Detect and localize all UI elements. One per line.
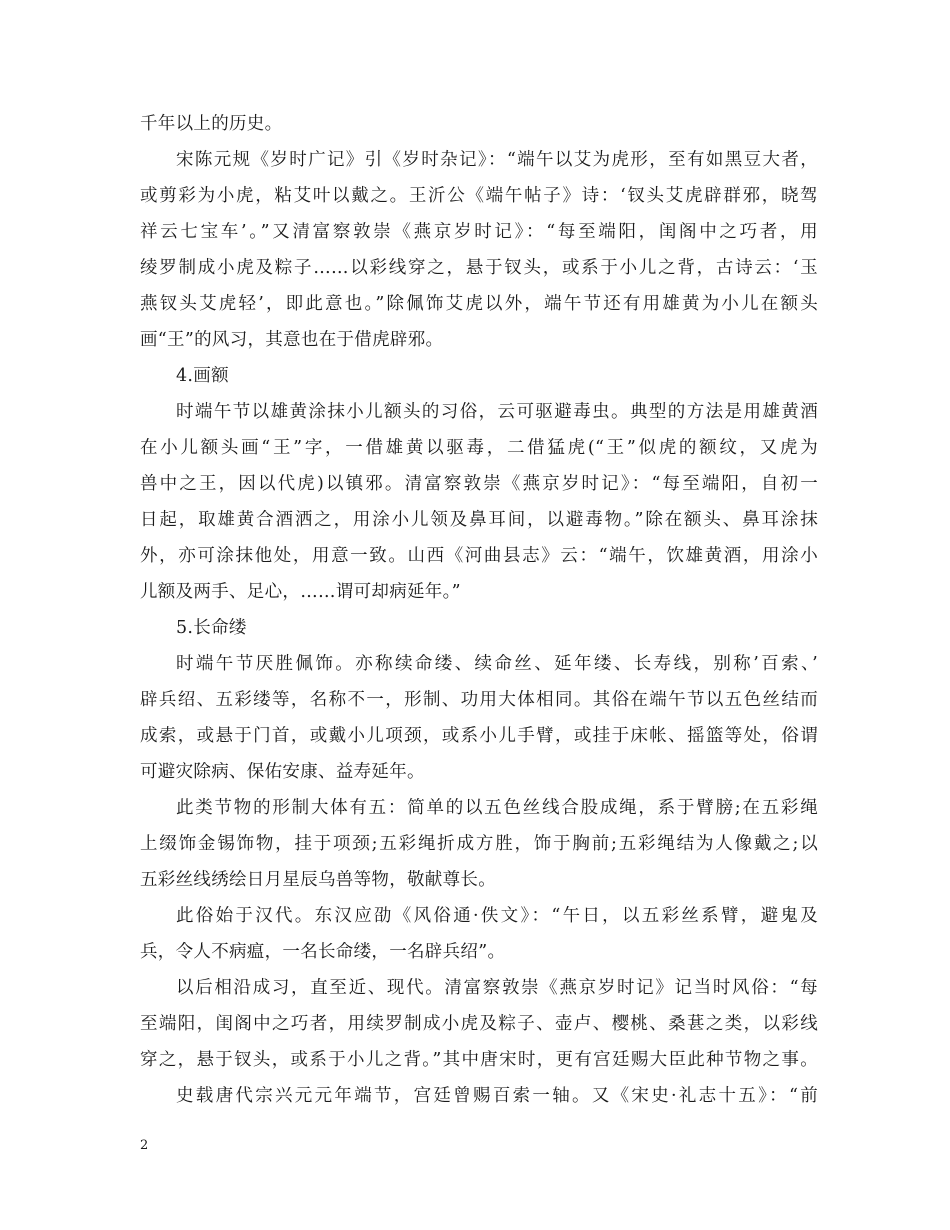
text-line: 史载唐代宗兴元元年端节，宫廷曾赐百索一轴。又《宋史·礼志十五》：“前	[176, 1086, 818, 1106]
text-line: 在小儿额头画“王”字，一借雄黄以驱毒，二借猛虎(“王”似虎的额纹，又虎为	[140, 438, 818, 458]
text-line: 时端午节厌胜佩饰。亦称续命缕、续命丝、延年缕、长寿线，别称’百索、’	[176, 654, 818, 674]
text-line: 时端午节以雄黄涂抹小儿额头的习俗，云可驱避毒虫。典型的方法是用雄黄酒	[176, 402, 818, 422]
page-number: 2	[140, 1138, 149, 1153]
text-line: 成索，或悬于门首，或戴小儿项颈，或系小儿手臂，或挂于床帐、摇篮等处，俗谓	[140, 726, 818, 746]
text-line: 画“王”的风习，其意也在于借虎辟邪。	[140, 330, 444, 350]
text-line: 此类节物的形制大体有五：简单的以五色丝线合股成绳，系于臂膀;在五彩绳	[176, 798, 818, 818]
section-heading: 4.画额	[176, 366, 229, 386]
text-line: 兽中之王，因以代虎)以镇邪。清富察敦崇《燕京岁时记》：“每至端阳，自初一	[140, 474, 818, 494]
text-line: 上缀饰金锡饰物，挂于项颈;五彩绳折成方胜，饰于胸前;五彩绳结为人像戴之;以	[140, 834, 818, 854]
text-line: 或剪彩为小虎，粘艾叶以戴之。王沂公《端午帖子》诗：‘钗头艾虎辟群邪，晓驾	[140, 186, 818, 206]
text-line: 千年以上的历史。	[140, 114, 283, 134]
text-line: 以后相沿成习，直至近、现代。清富察敦崇《燕京岁时记》记当时风俗：“每	[176, 978, 818, 998]
section-heading: 5.长命缕	[176, 618, 247, 638]
text-line: 绫罗制成小虎及粽子……以彩线穿之，悬于钗头，或系于小儿之背，古诗云：‘玉	[140, 258, 818, 278]
text-line: 五彩丝线绣绘日月星辰乌兽等物，敬献尊长。	[140, 870, 496, 890]
text-line: 兵，令人不病瘟，一名长命缕，一名辟兵绍”。	[140, 942, 506, 962]
text-line: 宋陈元规《岁时广记》引《岁时杂记》：“端午以艾为虎形，至有如黑豆大者，	[176, 150, 818, 170]
text-line: 燕钗头艾虎轻’，即此意也。”除佩饰艾虎以外，端午节还有用雄黄为小儿在额头	[140, 294, 818, 314]
text-line: 至端阳，闺阁中之巧者，用续罗制成小虎及粽子、壶卢、樱桃、桑葚之类，以彩线	[140, 1014, 818, 1034]
text-line: 可避灾除病、保佑安康、益寿延年。	[140, 762, 425, 782]
text-line: 此俗始于汉代。东汉应劭《风俗通·佚文》：“午日，以五彩丝系臂，避鬼及	[176, 906, 818, 926]
text-line: 祥云七宝车’。”又清富察敦崇《燕京岁时记》：“每至端阳，闺阁中之巧者，用	[140, 222, 818, 242]
text-line: 辟兵绍、五彩缕等，名称不一，形制、功用大体相同。其俗在端午节以五色丝结而	[140, 690, 818, 710]
text-line: 儿额及两手、足心，……谓可却病延年。”	[140, 582, 461, 602]
text-line: 穿之，悬于钗头，或系于小儿之背。”其中唐宋时，更有宫廷赐大臣此种节物之事。	[140, 1050, 818, 1070]
text-line: 外，亦可涂抹他处，用意一致。山西《河曲县志》云：“端午，饮雄黄酒，用涂小	[140, 546, 818, 566]
text-line: 日起，取雄黄合酒洒之，用涂小儿领及鼻耳间，以避毒物。”除在额头、鼻耳涂抹	[140, 510, 818, 530]
